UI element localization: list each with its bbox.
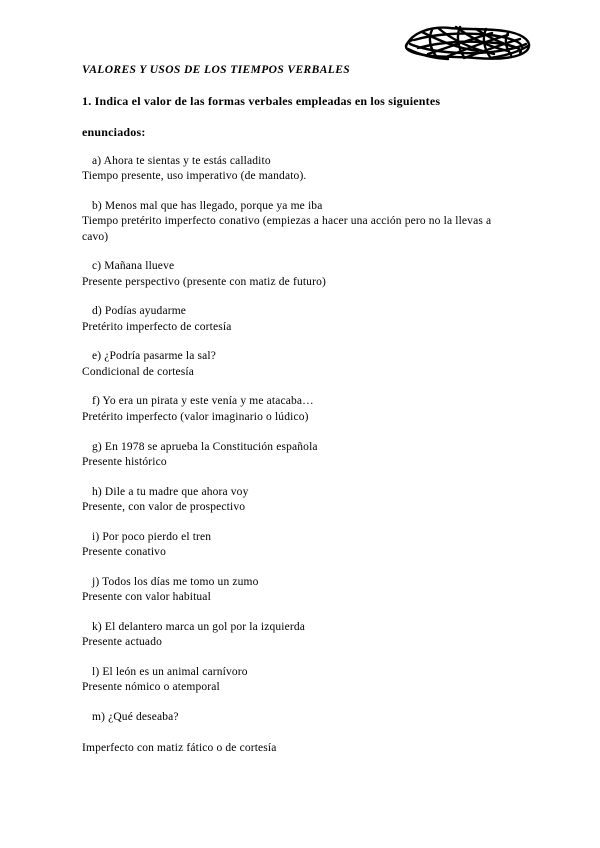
item-answer: Tiempo presente, uso imperativo (de mandato). — [82, 170, 307, 183]
item-answer: Presente conativo — [82, 546, 166, 559]
item-answer: Presente con valor habitual — [82, 591, 211, 604]
item-prompt: d) Podías ayudarme — [92, 305, 187, 318]
exercise-item — [82, 620, 514, 651]
item-answer: Presente histórico — [82, 456, 167, 469]
item-answer: Imperfecto con matiz fático o de cortesía — [82, 742, 277, 755]
item-prompt: i) Por poco pierdo el tren — [92, 530, 212, 543]
item-answer: Presente actuado — [82, 636, 162, 649]
item-prompt: h) Dile a tu madre que ahora voy — [92, 485, 249, 498]
item-prompt: f) Yo era un pirata y este venía y me atacaba… — [92, 395, 314, 408]
item-answer: Pretérito imperfecto de cortesía — [82, 320, 232, 333]
exercise-item — [82, 199, 514, 246]
document-body — [82, 64, 514, 757]
item-prompt: e) ¿Podría pasarme la sal? — [92, 350, 216, 363]
question-heading — [82, 94, 502, 140]
item-answer: Tiempo pretérito imperfecto conativo (empiezas a hacer una acción pero no la llevas a cavo) — [82, 215, 492, 243]
exercise-item — [82, 710, 514, 757]
item-prompt: b) Menos mal que has llegado, porque ya me iba — [92, 199, 323, 212]
item-prompt: k) El delantero marca un gol por la izquierda — [92, 620, 306, 633]
exercise-item — [82, 394, 514, 425]
item-prompt: l) El león es un animal carnívoro — [92, 665, 248, 678]
exercise-item — [82, 440, 514, 471]
exercise-item — [82, 259, 514, 290]
item-prompt: c) Mañana llueve — [92, 260, 175, 273]
item-prompt: g) En 1978 se aprueba la Constitución española — [92, 440, 318, 453]
exercise-item — [82, 575, 514, 606]
exercise-item — [82, 485, 514, 516]
item-prompt: j) Todos los días me tomo un zumo — [92, 575, 259, 588]
question-text-line2: enunciados: — [82, 124, 146, 139]
question-text-line1: 1. Indica el valor de las formas verbales empleadas en los siguientes — [82, 93, 441, 108]
item-answer: Presente, con valor de prospectivo — [82, 501, 246, 514]
item-answer: Presente perspectivo (presente con matiz de futuro) — [82, 275, 326, 288]
item-prompt: m) ¿Qué deseaba? — [92, 710, 179, 723]
exercise-item — [82, 665, 514, 696]
exercise-item — [82, 154, 514, 185]
item-answer: Pretérito imperfecto (valor imaginario o lúdico) — [82, 410, 309, 423]
item-prompt: a) Ahora te sientas y te estás calladito — [92, 154, 271, 167]
item-answer: Presente nómico o atemporal — [82, 681, 220, 694]
handwritten-scribble-mark — [398, 18, 538, 64]
page-title: VALORES Y USOS DE LOS TIEMPOS VERBALES — [82, 64, 351, 76]
exercise-item — [82, 530, 514, 561]
exercise-item — [82, 349, 514, 380]
exercise-item — [82, 304, 514, 335]
item-answer: Condicional de cortesía — [82, 365, 195, 378]
